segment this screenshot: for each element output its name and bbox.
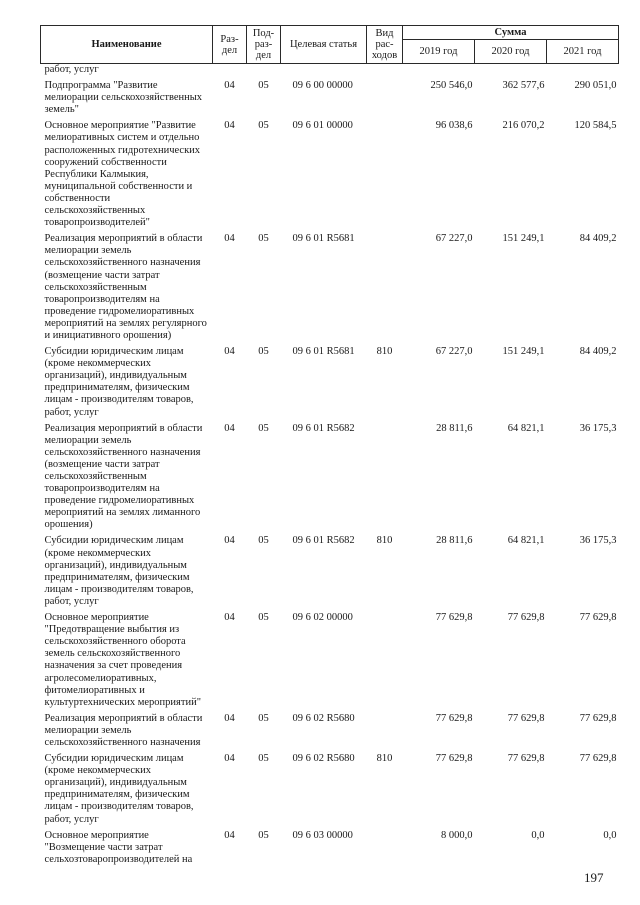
row-razdel: 04 — [224, 612, 235, 624]
row-amount-2019 — [403, 64, 475, 77]
header-summa: Сумма — [403, 26, 619, 40]
row-razdel: 04 — [224, 829, 235, 841]
table-header — [41, 26, 619, 64]
row-name: Субсидии юридическим лицам (кроме некоммерческих организаций), индивидуальным предпринимателям, физическим лицам - производителям товаров, работ, услуг — [44, 753, 194, 825]
table-row — [41, 229, 619, 342]
row-amount-2020: 77 629,8 — [507, 712, 545, 724]
row-amount-2020: 64 821,1 — [507, 422, 545, 434]
row-razdel — [213, 64, 247, 77]
table-body — [41, 64, 619, 866]
row-amount-2020: 0,0 — [531, 829, 545, 841]
table-row — [41, 76, 619, 116]
row-amount-2021: 0,0 — [603, 829, 617, 841]
row-amount-2021: 36 175,3 — [579, 422, 617, 434]
row-amount-2019: 28 811,6 — [436, 422, 473, 434]
row-razdel: 04 — [224, 535, 235, 547]
row-target: 09 6 02 R5680 — [292, 753, 355, 765]
row-razdel: 04 — [224, 120, 235, 132]
row-name: Субсидии юридическим лицам (кроме некоммерческих организаций), индивидуальным предпринимателям, физическим лицам - производителям товаров, работ, услуг — [44, 535, 194, 607]
row-razdel: 04 — [224, 346, 235, 358]
row-amount-2020: 77 629,8 — [507, 612, 545, 624]
header-podrazdel: Под-раз-дел — [247, 26, 281, 64]
row-amount-2021: 36 175,3 — [579, 535, 617, 547]
table-row — [41, 608, 619, 709]
row-podrazdel — [247, 64, 281, 77]
row-target: 09 6 01 R5681 — [292, 233, 355, 245]
row-podrazdel: 05 — [258, 233, 269, 245]
row-target: 09 6 00 00000 — [292, 80, 353, 92]
header-target: Целевая статья — [281, 26, 367, 64]
row-target: 09 6 01 00000 — [292, 120, 353, 132]
row-amount-2019: 28 811,6 — [436, 535, 473, 547]
row-amount-2019: 77 629,8 — [435, 753, 473, 765]
row-amount-2021 — [547, 64, 619, 77]
row-vid — [367, 116, 403, 229]
row-razdel: 04 — [224, 233, 235, 245]
row-amount-2021: 77 629,8 — [579, 612, 617, 624]
row-podrazdel: 05 — [258, 829, 269, 841]
row-amount-2021: 120 584,5 — [574, 120, 617, 132]
header-2020: 2020 год — [475, 40, 547, 64]
row-amount-2019: 67 227,0 — [435, 233, 473, 245]
row-vid: 810 — [376, 535, 393, 547]
row-target: 09 6 02 00000 — [292, 612, 353, 624]
row-amount-2021: 77 629,8 — [579, 753, 617, 765]
table-row — [41, 709, 619, 749]
table-row — [41, 342, 619, 419]
row-name: Подпрограмма "Развитие мелиорации сельскохозяйственных земель" — [44, 80, 203, 116]
row-target — [281, 64, 367, 77]
row-amount-2019: 67 227,0 — [435, 346, 473, 358]
row-target: 09 6 01 R5682 — [292, 422, 355, 434]
row-podrazdel: 05 — [258, 712, 269, 724]
row-amount-2020 — [475, 64, 547, 77]
row-podrazdel: 05 — [258, 753, 269, 765]
row-vid — [367, 608, 403, 709]
row-target: 09 6 01 R5681 — [292, 346, 355, 358]
header-vid: Вид рас-ходов — [367, 26, 403, 64]
row-target: 09 6 03 00000 — [292, 829, 353, 841]
row-name: Реализация мероприятий в области мелиорации земель сельскохозяйственного назначения — [44, 712, 203, 748]
row-vid: 810 — [376, 753, 393, 765]
row-vid — [367, 64, 403, 77]
row-amount-2020: 151 249,1 — [502, 233, 545, 245]
row-razdel: 04 — [224, 753, 235, 765]
row-vid — [367, 419, 403, 532]
row-target: 09 6 02 R5680 — [292, 712, 355, 724]
row-name: Основное мероприятие "Предотвращение выбытия из сельскохозяйственного оборота земель сельскохозяйственного назначения за счет проведения агролесомелиоративных, фитомелиоративных и культуртехнических мероприятий" — [44, 612, 201, 708]
header-name: Наименование — [41, 26, 213, 64]
row-vid: 810 — [376, 346, 393, 358]
row-amount-2021: 77 629,8 — [579, 712, 617, 724]
row-amount-2019: 77 629,8 — [435, 712, 473, 724]
header-2019: 2019 год — [403, 40, 475, 64]
table-row — [41, 116, 619, 229]
row-amount-2019: 96 038,6 — [435, 120, 473, 132]
row-name: Основное мероприятие "Развитие мелиоративных систем и отдельно расположенных гидротехнических сооружений собственности Республики Калмыкия, муниципальной собственности и собственности сельскохозяйственных товаропроизводителей" — [44, 120, 201, 229]
row-name: Субсидии юридическим лицам (кроме некоммерческих организаций), индивидуальным предпринимателям, физическим лицам - производителям товаров, работ, услуг — [44, 346, 194, 418]
row-podrazdel: 05 — [258, 422, 269, 434]
table-row — [41, 64, 619, 77]
row-podrazdel: 05 — [258, 80, 269, 92]
row-podrazdel: 05 — [258, 120, 269, 132]
table-row — [41, 419, 619, 532]
row-vid — [367, 709, 403, 749]
row-name: работ, услуг — [44, 64, 99, 75]
row-razdel: 04 — [224, 712, 235, 724]
row-name: Реализация мероприятий в области мелиорации земель сельскохозяйственного назначения (возмещение части затрат сельскохозяйственным товаропроизводителям на проведение гидромелиоративных мероприятий на землях регулярного и инициативного орошения) — [44, 233, 207, 341]
row-vid — [367, 826, 403, 866]
row-amount-2019: 8 000,0 — [441, 829, 473, 841]
table-row — [41, 531, 619, 608]
row-razdel: 04 — [224, 80, 235, 92]
row-amount-2020: 64 821,1 — [507, 535, 545, 547]
row-amount-2020: 151 249,1 — [502, 346, 545, 358]
budget-table — [40, 25, 619, 866]
header-2021: 2021 год — [547, 40, 619, 64]
row-target: 09 6 01 R5682 — [292, 535, 355, 547]
row-amount-2021: 84 409,2 — [579, 233, 617, 245]
row-podrazdel: 05 — [258, 535, 269, 547]
row-podrazdel: 05 — [258, 346, 269, 358]
row-podrazdel: 05 — [258, 612, 269, 624]
page-number: 197 — [584, 870, 604, 885]
header-razdel: Раз-дел — [213, 26, 247, 64]
row-amount-2020: 362 577,6 — [502, 80, 545, 92]
row-amount-2021: 84 409,2 — [579, 346, 617, 358]
row-name: Основное мероприятие "Возмещение части затрат сельхозтоваропроизводителей на — [44, 829, 193, 865]
row-name: Реализация мероприятий в области мелиорации земель сельскохозяйственного назначения (возмещение части затрат сельскохозяйственным товаропроизводителям на проведение гидромелиоративных мероприятий на землях лиманного орошения) — [44, 422, 203, 531]
row-amount-2020: 216 070,2 — [502, 120, 545, 132]
table-row — [41, 826, 619, 866]
row-amount-2020: 77 629,8 — [507, 753, 545, 765]
row-vid — [367, 76, 403, 116]
table-row — [41, 749, 619, 826]
row-amount-2019: 77 629,8 — [435, 612, 473, 624]
row-amount-2021: 290 051,0 — [574, 80, 617, 92]
row-amount-2019: 250 546,0 — [430, 80, 473, 92]
row-vid — [367, 229, 403, 342]
row-razdel: 04 — [224, 422, 235, 434]
